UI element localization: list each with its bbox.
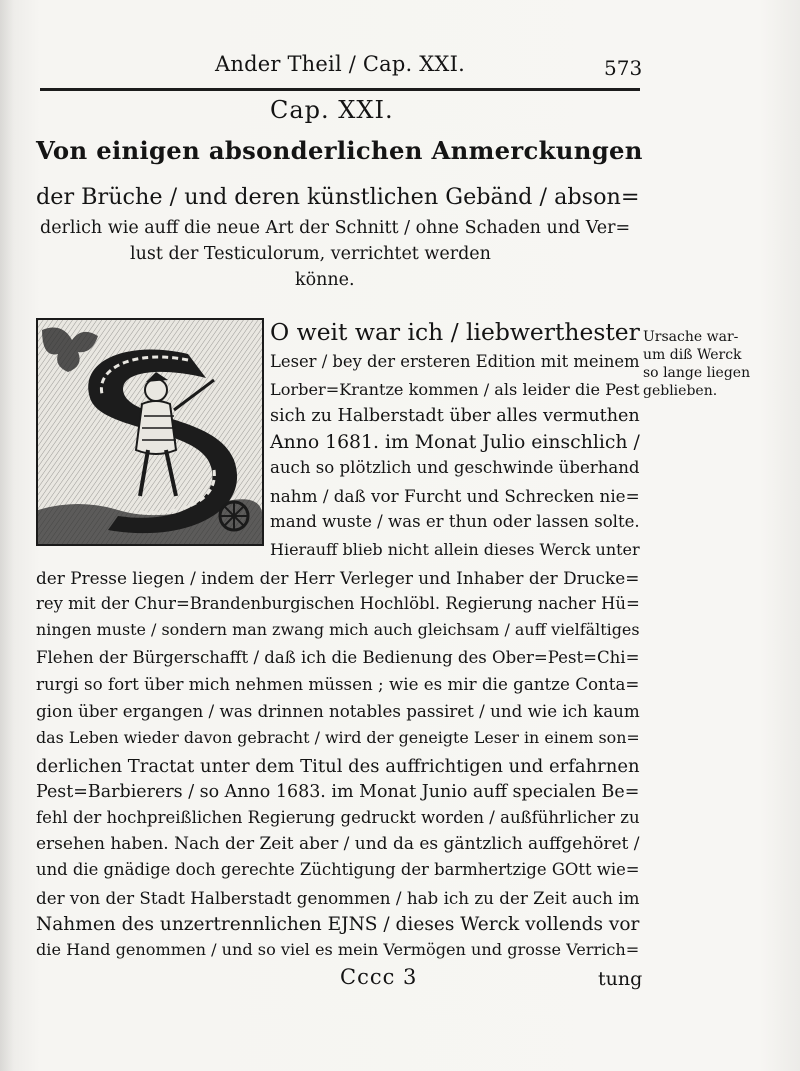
drop-line-2: Leser / bey der ersteren Edition mit meinem xyxy=(270,352,640,371)
drop-line-1: O weit war ich / liebwerthester xyxy=(270,318,640,346)
woodcut-initial xyxy=(36,318,264,546)
body-line-1: der Presse liegen / indem der Herr Verleger und Inhaber der Drucke= xyxy=(36,568,640,588)
header-rule xyxy=(40,88,640,91)
body-line-9: Pest=Barbierers / so Anno 1683. im Monat Junio auff specialen Be= xyxy=(36,782,640,802)
drop-line-3: Lorber=Krantze kommen / als leider die Pest xyxy=(270,380,640,399)
page-number: 573 xyxy=(604,56,643,80)
chapter-title-line-4: lust der Testiculorum, verrichtet werden xyxy=(130,244,491,264)
drop-line-7: nahm / daß vor Furcht und Schrecken nie= xyxy=(270,486,640,506)
drop-line-9: Hierauff blieb nicht allein dieses Werck unter xyxy=(270,540,640,559)
body-line-13: der von der Stadt Halberstadt genommen / hab ich zu der Zeit auch im xyxy=(36,888,640,908)
chapter-title-line-3: derlich wie auff die neue Art der Schnitt / ohne Schaden und Ver= xyxy=(40,218,631,238)
drop-line-5: Anno 1681. im Monat Julio einschlich / xyxy=(270,432,640,453)
chapter-title-line-1: Von einigen absonderlichen Anmerckungen xyxy=(36,136,643,165)
body-line-10: fehl der hochpreißlichen Regierung gedruckt worden / außführlicher zu xyxy=(36,808,640,827)
running-head: Ander Theil / Cap. XXI. xyxy=(215,52,465,76)
body-line-6: gion über ergangen / was drinnen notables passiret / und wie ich kaum xyxy=(36,702,640,721)
signature-mark: Cccc 3 xyxy=(340,965,418,989)
drop-line-4: sich zu Halberstadt über alles vermuthen xyxy=(270,406,640,426)
body-line-3: ningen muste / sondern man zwang mich auch gleichsam / auff vielfältiges xyxy=(36,620,640,639)
body-line-7: das Leben wieder davon gebracht / wird der geneigte Leser in einem son= xyxy=(36,728,640,747)
body-line-14: Nahmen des unzertrennlichen EJNS / dieses Werck vollends vor xyxy=(36,914,640,935)
marginal-note-line-2: um diß Werck xyxy=(643,347,742,363)
body-line-5: rurgi so fort über mich nehmen müssen ; wie es mir die gantze Conta= xyxy=(36,674,640,694)
body-line-2: rey mit der Chur=Brandenburgischen Hochlöbl. Regierung nacher Hü= xyxy=(36,594,640,613)
drop-line-6: auch so plötzlich und geschwinde überhand xyxy=(270,458,640,477)
chapter-title-line-2: der Brüche / und deren künstlichen Gebänd / abson= xyxy=(36,184,640,210)
marginal-note-line-3: so lange liegen xyxy=(643,365,751,381)
body-line-4: Flehen der Bürgerschafft / daß ich die Bedienung des Ober=Pest=Chi= xyxy=(36,648,640,667)
body-line-8: derlichen Tractat unter dem Titul des auffrichtigen und erfahrnen xyxy=(36,756,640,777)
body-line-12: und die gnädige doch gerechte Züchtigung der barmhertzige GOtt wie= xyxy=(36,860,640,879)
woodcut-illustration-icon xyxy=(38,320,262,544)
marginal-note-line-4: geblieben. xyxy=(643,383,718,399)
body-line-11: ersehen haben. Nach der Zeit aber / und da es gäntzlich auffgehöret / xyxy=(36,834,640,854)
drop-line-8: mand wuste / was er thun oder lassen solte. xyxy=(270,512,640,531)
chapter-title-line-5: könne. xyxy=(295,270,355,290)
chapter-label: Cap. XXI. xyxy=(270,96,394,124)
marginal-note-line-1: Ursache war- xyxy=(643,329,739,345)
catchword: tung xyxy=(598,968,643,990)
body-line-15: die Hand genommen / und so viel es mein Vermögen und grosse Verrich= xyxy=(36,940,640,959)
